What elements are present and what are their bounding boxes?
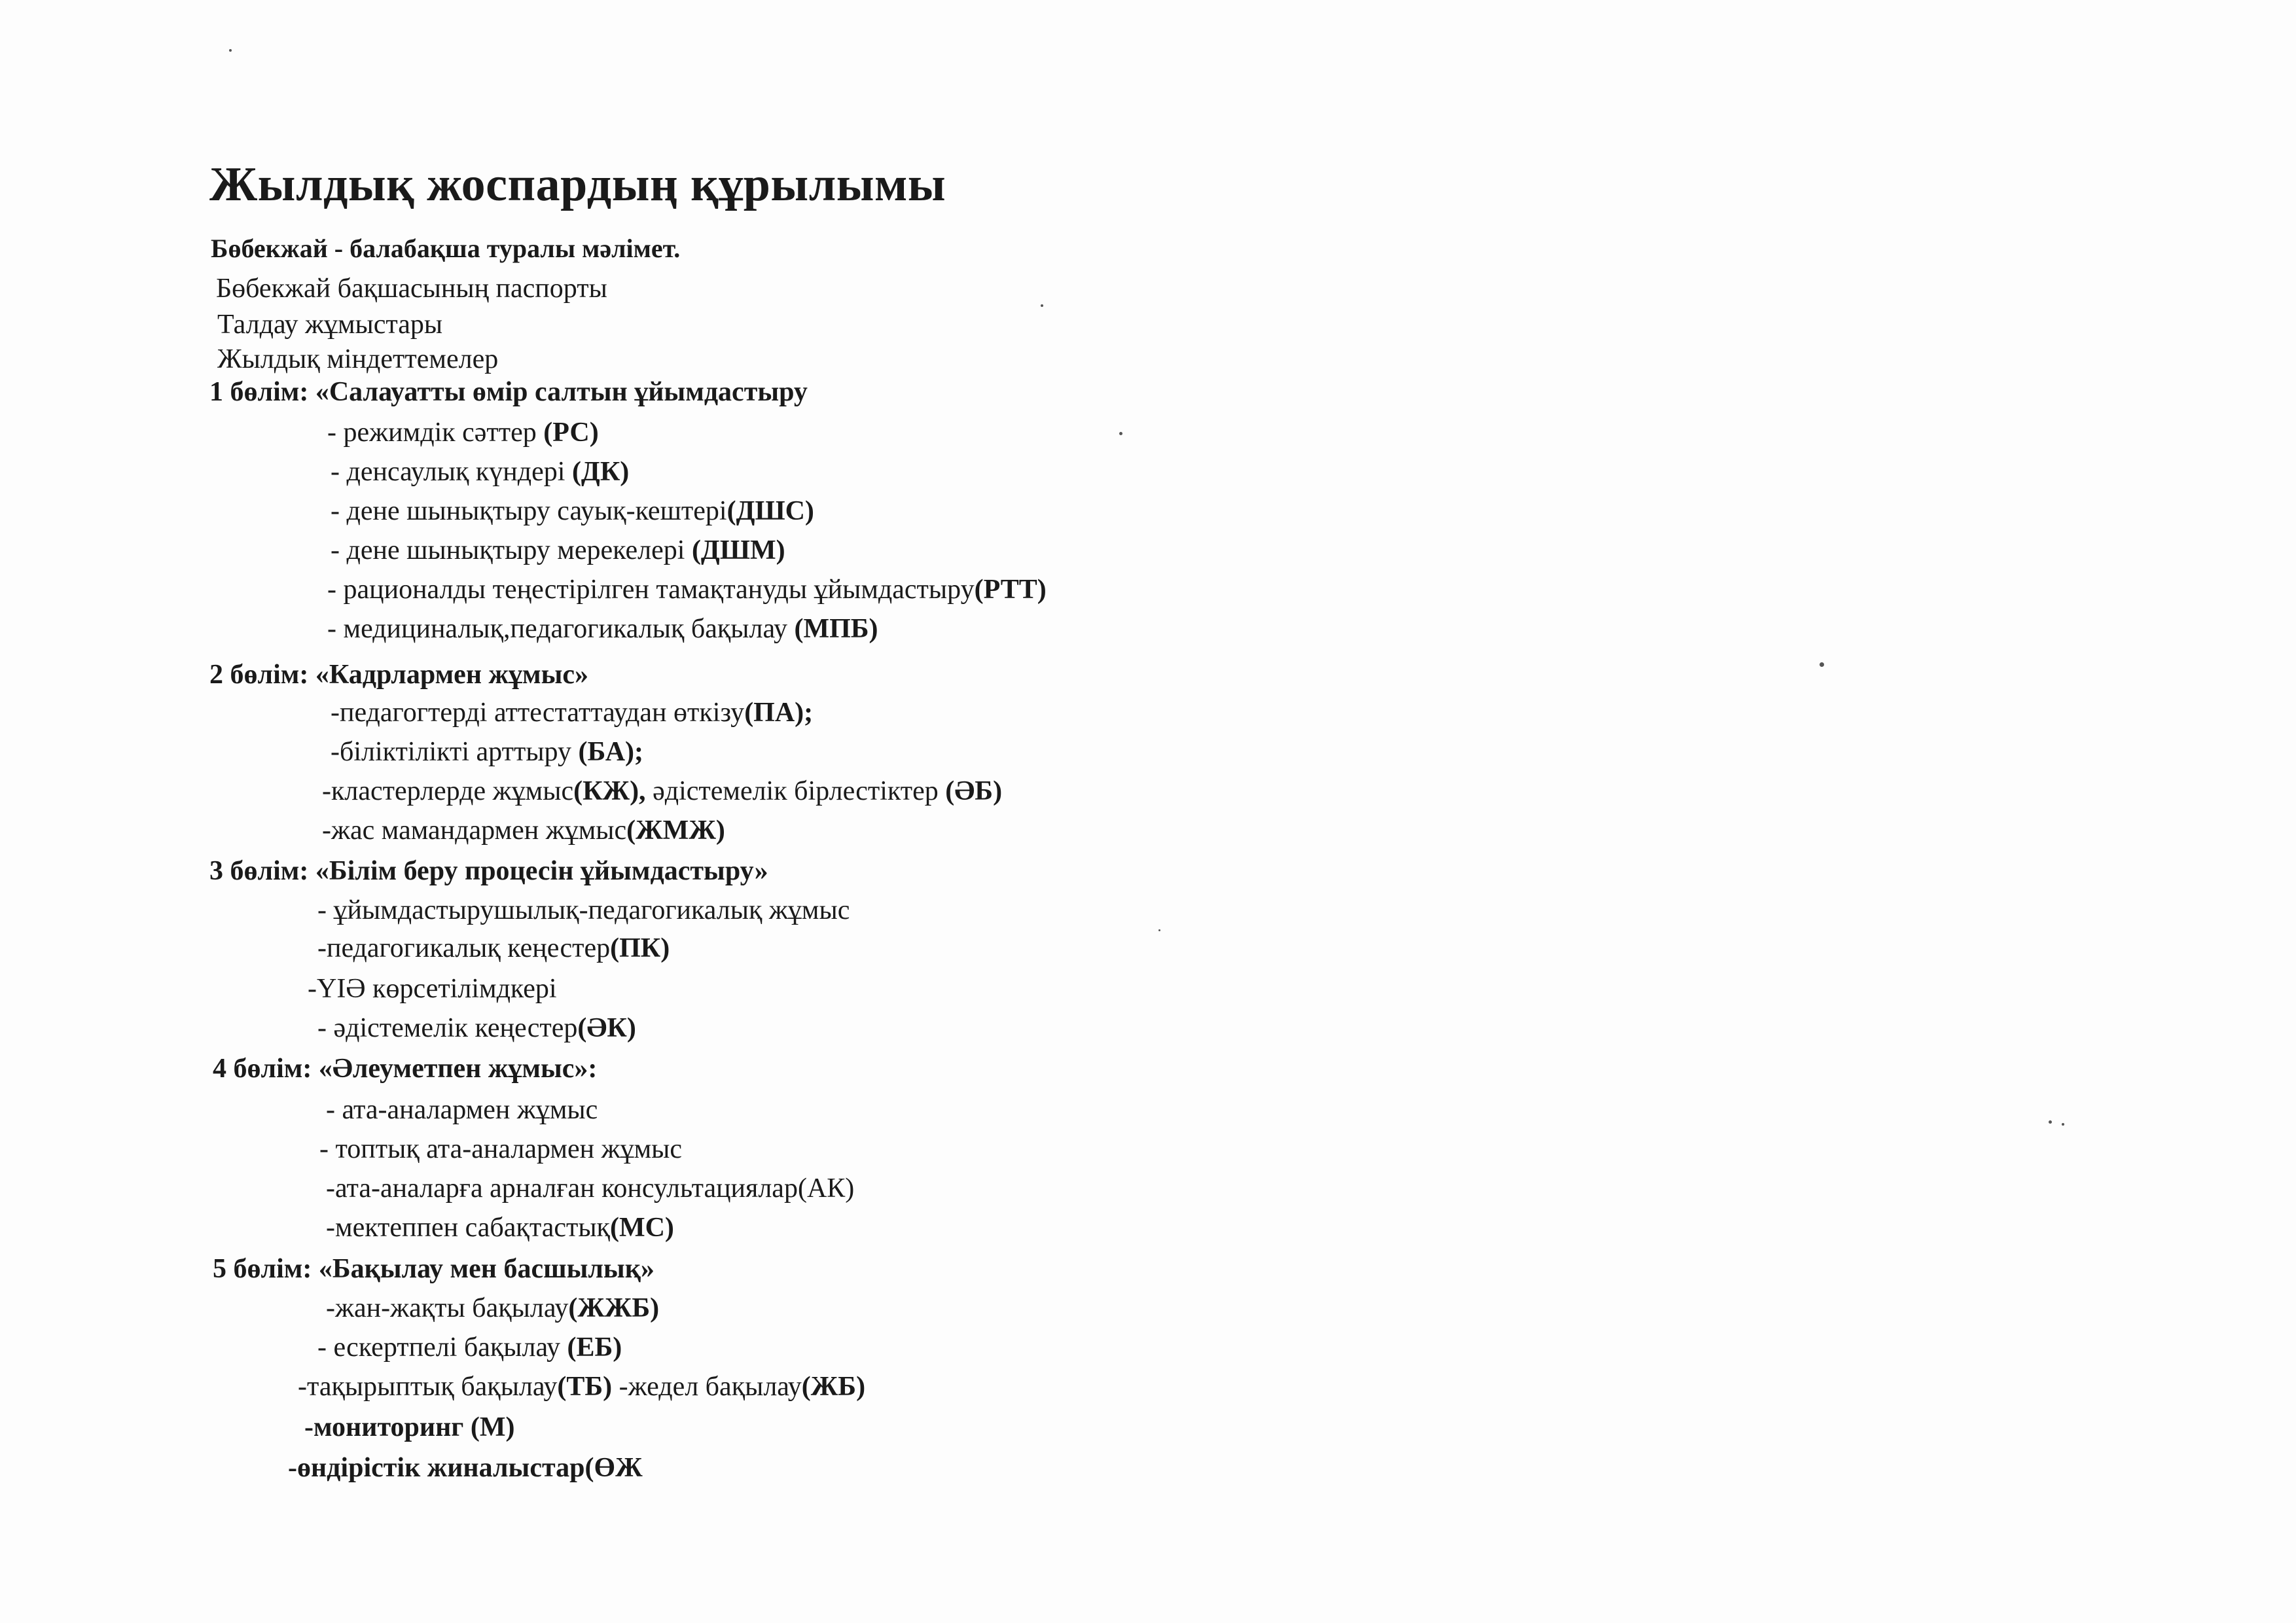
list-item: - дене шынықтыру сауық-кештері(ДШС) bbox=[331, 496, 814, 526]
list-item: - медициналық,педагогикалық бақылау (МПБ) bbox=[327, 614, 878, 644]
scan-speck bbox=[229, 49, 232, 52]
list-item: - рационалды теңестірілген тамақтануды ұйымдастыру(РТТ) bbox=[327, 575, 1047, 605]
list-item: - дене шынықтыру мерекелері (ДШМ) bbox=[331, 535, 785, 565]
list-item: -жан-жақты бақылау(ЖЖБ) bbox=[326, 1293, 660, 1323]
list-item: - денсаулық күндері (ДК) bbox=[331, 457, 630, 487]
list-item: - режимдік сәттер (РС) bbox=[327, 418, 599, 448]
list-item: -педагогикалық кеңестер(ПК) bbox=[317, 933, 670, 963]
scan-speck bbox=[1820, 662, 1824, 667]
list-item: - әдістемелік кеңестер(ӘК) bbox=[317, 1013, 636, 1043]
list-item: -мониторинг (М) bbox=[304, 1412, 515, 1442]
list-item: -өндірістік жиналыстар(ӨЖ bbox=[288, 1453, 643, 1483]
scan-speck bbox=[2062, 1123, 2064, 1126]
list-item: -ата-аналарға арналған консультациялар(АК) bbox=[326, 1173, 855, 1204]
scan-speck bbox=[1158, 929, 1160, 931]
list-item: - топтық ата-аналармен жұмыс bbox=[319, 1134, 683, 1164]
section-1-heading: 1 бөлім: «Салауатты өмір салтын ұйымдастыру bbox=[209, 377, 808, 407]
list-item: - ескертпелі бақылау (ЕБ) bbox=[317, 1332, 622, 1363]
list-item: -біліктілікті арттыру (БА); bbox=[331, 737, 644, 767]
intro-tasks: Жылдық міндеттемелер bbox=[217, 344, 499, 374]
intro-analysis: Талдау жұмыстары bbox=[217, 310, 443, 340]
section-3-heading: 3 бөлім: «Білім беру процесін ұйымдастыру» bbox=[209, 856, 768, 886]
list-item: -кластерлерде жұмыс(КЖ), әдістемелік бірлестіктер (ӘБ) bbox=[322, 776, 1003, 806]
section-2-heading: 2 бөлім: «Кадрлармен жұмыс» bbox=[209, 660, 589, 690]
list-item: -жас мамандармен жұмыс(ЖМЖ) bbox=[322, 815, 725, 846]
page-title: Жылдық жоспардың құрылымы bbox=[209, 158, 946, 211]
list-item: -педагогтерді аттестаттаудан өткізу(ПА); bbox=[331, 698, 814, 728]
list-item: - ұйымдастырушылық-педагогикалық жұмыс bbox=[317, 895, 850, 925]
scan-speck bbox=[2049, 1120, 2052, 1124]
list-item: -тақырыптық бақылау(ТБ) -жедел бақылау(ЖБ) bbox=[298, 1372, 866, 1402]
intro-info: Бөбекжай - балабақша туралы мәлімет. bbox=[211, 234, 681, 263]
section-4-heading: 4 бөлім: «Әлеуметпен жұмыс»: bbox=[213, 1054, 598, 1084]
scan-speck bbox=[1119, 432, 1122, 435]
list-item: -ҮІӘ көрсетілімдкері bbox=[308, 974, 557, 1004]
list-item: -мектеппен сабақтастық(МС) bbox=[326, 1213, 674, 1243]
list-item: - ата-аналармен жұмыс bbox=[326, 1095, 598, 1125]
section-5-heading: 5 бөлім: «Бақылау мен басшылық» bbox=[213, 1254, 655, 1284]
scan-speck bbox=[1041, 304, 1043, 307]
intro-passport: Бөбекжай бақшасының паспорты bbox=[216, 274, 607, 304]
